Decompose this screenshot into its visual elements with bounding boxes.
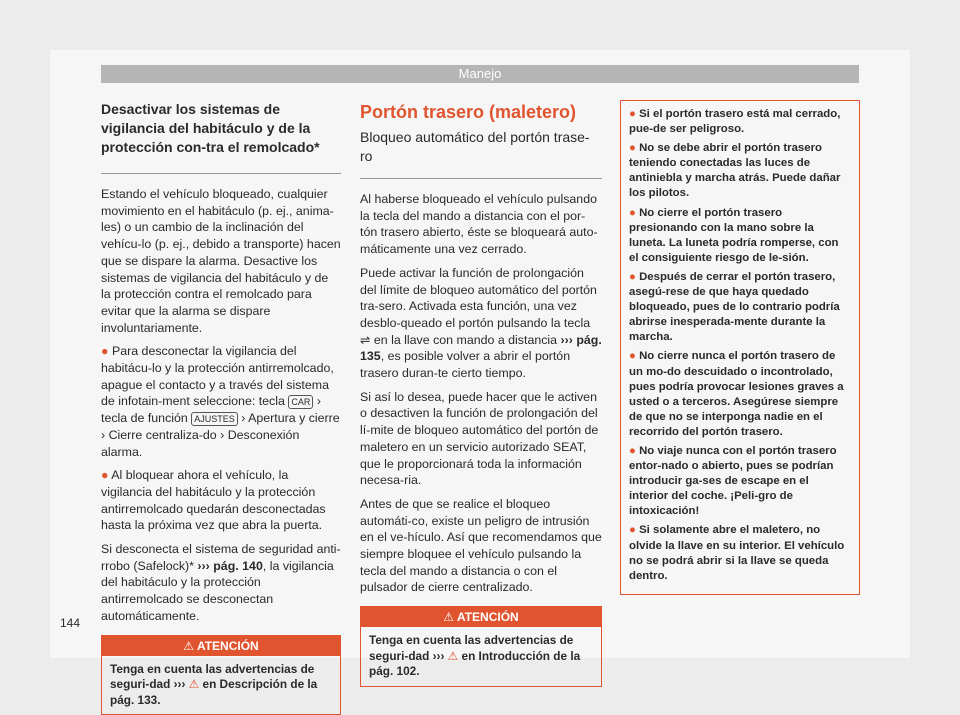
bullet-icon: ● bbox=[101, 468, 109, 483]
warning-item: ● No se debe abrir el portón trasero teniendo conectadas las luces de antiniebla y marcha atrás. Puede dañar los pilotos. bbox=[629, 142, 841, 200]
paragraph: Al haberse bloqueado el vehículo pulsando la tecla del mando a distancia con el por-tón trasero abierto, éste se bloqueará auto-máticamente una vez cerrado. bbox=[360, 192, 598, 257]
warning-icon: ⚠ bbox=[443, 610, 455, 625]
bullet-icon: ● bbox=[629, 108, 636, 120]
paragraph: Si así lo desea, puede hacer que le activen o desactiven la función de prolongación del lí-mite de bloqueo automático del portón de maletero en un servicio autorizado SEAT, que le proporcionará toda la información necesa-ria. bbox=[360, 389, 599, 488]
warning-item: ● No viaje nunca con el portón trasero entor-nado o abierto, pues se podrían introducir ga-ses de escape en el interior del coche. ¡Peli-gro de intoxicación! bbox=[629, 444, 837, 518]
ajustes-key-icon: AJUSTES bbox=[191, 412, 238, 426]
warning-header: ⚠ ATENCIÓN bbox=[361, 607, 601, 627]
warning-item: ● Si solamente abre el maletero, no olvide la llave en su interior. El vehículo no se podrá abrir si la llave se queda dentro. bbox=[629, 524, 845, 582]
bullet-icon: ● bbox=[629, 350, 636, 363]
subsection-title: Bloqueo automático del portón trase-ro bbox=[360, 129, 590, 164]
warning-text: Tenga en cuenta las advertencias de seguri-dad ››› ⚠ en Descripción de la pág. 133. bbox=[110, 661, 318, 707]
paragraph: Antes de que se realice el bloqueo automáti-co, existe un peligro de intrusión en el ve-hículo. Así que recomendamos que siempre bloquee el vehículo pulsando la tecla del mando a distancia o con el pulsador de cierre centralizado. bbox=[360, 496, 602, 595]
warning-item: ● No cierre nunca el portón trasero de un mo-do descuidado o incontrolado, pues podría provocar lesiones graves a usted o a terceros. Asegúrese siempre de que no se interponga nadie en el recorrido del portón trasero. bbox=[629, 350, 844, 438]
page-reference-link[interactable]: ››› pág. 135 bbox=[360, 332, 602, 364]
bullet-icon: ● bbox=[629, 206, 636, 219]
section-title: Portón trasero (maletero) bbox=[360, 102, 577, 122]
warning-box bbox=[620, 100, 860, 595]
warning-item: ● Si el portón trasero está mal cerrado, pue-de ser peligroso. bbox=[629, 108, 841, 136]
bullet-icon: ● bbox=[629, 524, 636, 537]
warning-icon: ⚠ bbox=[188, 677, 200, 692]
page-reference-link[interactable]: ››› pág. 140 bbox=[197, 558, 263, 573]
column-1 bbox=[101, 100, 341, 715]
paragraph: Si desconecta el sistema de seguridad anti-rrobo (Safelock)* ››› pág. 140, la vigilancia del habitáculo y la protección antirremolcado se desconectan automáticamente. bbox=[101, 542, 341, 623]
car-key-icon: CAR bbox=[288, 395, 313, 409]
divider bbox=[101, 173, 341, 174]
divider bbox=[360, 178, 602, 179]
warning-text: Tenga en cuenta las advertencias de seguri-dad ››› ⚠ en Introducción de la pág. 102. bbox=[369, 633, 581, 679]
car-unlock-icon: ⇌ bbox=[360, 332, 371, 347]
bullet-icon: ● bbox=[101, 344, 109, 359]
section-header: Manejo bbox=[101, 65, 859, 83]
bullet-item: ● Al bloquear ahora el vehículo, la vigilancia del habitáculo y la protección antirremolcado quedarán desconectadas hasta la próxima vez que abra la puerta. bbox=[101, 468, 326, 533]
warning-list bbox=[621, 101, 859, 594]
warning-item: ● Después de cerrar el portón trasero, asegú-rese de que haya quedado bloqueado, pues de lo contrario podría abrirse inesperada-mente durante la marcha. bbox=[629, 270, 840, 344]
paragraph: Estando el vehículo bloqueado, cualquier movimiento en el habitáculo (p. ej., anima-les) o un cambio de la inclinación del vehícu-lo (p. ej., debido a transporte) hacen que se dispare la alarma. Desactive los sistemas de vigilancia del habitáculo y de la protección contra el remolcado para evitar que la alarma se dispare involuntariamente. bbox=[101, 187, 341, 335]
page-number: 144 bbox=[60, 616, 81, 630]
bullet-icon: ● bbox=[629, 444, 636, 457]
column-2 bbox=[360, 100, 602, 687]
warning-box bbox=[101, 635, 341, 715]
warning-box bbox=[360, 606, 602, 687]
warning-icon: ⚠ bbox=[183, 638, 195, 653]
warning-icon: ⚠ bbox=[447, 648, 459, 663]
paragraph: Puede activar la función de prolongación del límite de bloqueo automático del portón tra-sero. Activada esta función, una vez desblo-queado el portón pulsando la tecla ⇌ en la llave con mando a distancia ››› pág. 135, es posible volver a abrir el portón trasero duran-te cierto tiempo. bbox=[360, 265, 602, 381]
warning-item: ● No cierre el portón trasero presionando con la mano sobre la luneta. La luneta podría romperse, con el consiguiente riesgo de le-sión. bbox=[629, 206, 839, 264]
column-3 bbox=[620, 100, 860, 595]
section-title: Desactivar los sistemas de vigilancia del habitáculo y de la protección con-tra el remolcado* bbox=[101, 101, 320, 155]
bullet-icon: ● bbox=[629, 270, 636, 283]
bullet-icon: ● bbox=[629, 142, 636, 155]
warning-header: ⚠ ATENCIÓN bbox=[102, 636, 340, 656]
bullet-item: ● Para desconectar la vigilancia del habitácu-lo y la protección antirremolcado, apague el contacto y a través del sistema de infotain-ment seleccione: tecla CAR › tecla de función AJUSTES › Apertura y cierre › Cierre centraliza-do › Desconexión alarma. bbox=[101, 344, 340, 459]
